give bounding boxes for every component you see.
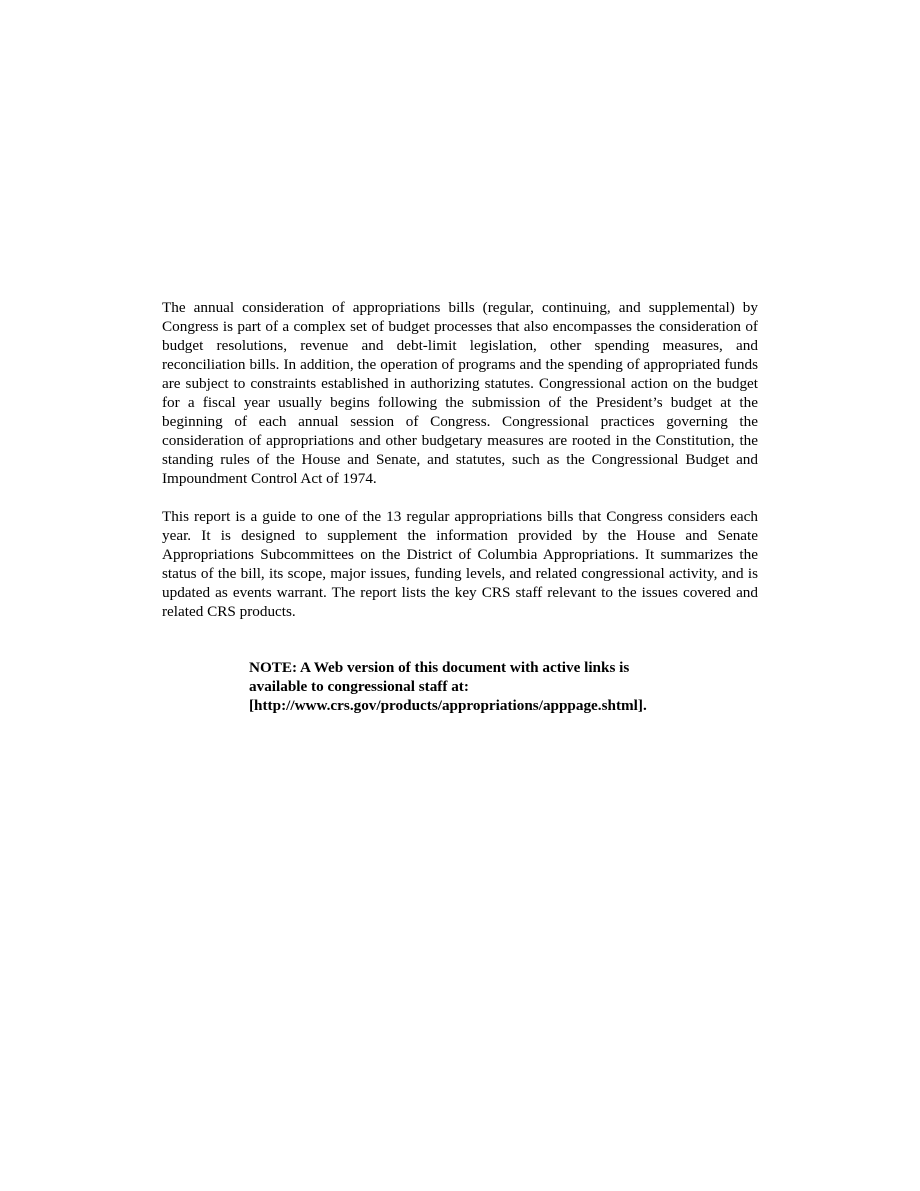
report-guide-paragraph: This report is a guide to one of the 13 regular appropriations bills that Congress considers each year. It is designed to supplement the information provided by the House and Senate Appropriations Subcommittees on the District of Columbia Appropriations. It summarizes the status of the bill, its scope, major issues, funding levels, and related congressional activity, and is updated as events warrant. The report lists the key CRS staff relevant to the issues covered and related CRS products.: [162, 508, 758, 620]
intro-paragraph: The annual consideration of appropriations bills (regular, continuing, and supplemental) by Congress is part of a complex set of budget processes that also encompasses the consideration of budget resolutions, revenue and debt-limit legislation, other spending measures, and reconciliation bills. In addition, the operation of programs and the spending of appropriated funds are subject to constraints established in authorizing statutes. Congressional action on the budget for a fiscal year usually begins following the submission of the President’s budget at the beginning of each annual session of Congress. Congressional practices governing the consideration of appropriations and other budgetary measures are rooted in the Constitution, the standing rules of the House and Senate, and statutes, such as the Congressional Budget and Impoundment Control Act of 1974.: [162, 299, 758, 487]
web-version-note: [249, 658, 769, 715]
note-line-2: available to congressional staff at:: [249, 678, 469, 695]
document-body: [162, 298, 758, 621]
note-line-1: NOTE: A Web version of this document with active links is: [249, 659, 630, 676]
note-url: [http://www.crs.gov/products/appropriations/apppage.shtml].: [249, 697, 647, 714]
